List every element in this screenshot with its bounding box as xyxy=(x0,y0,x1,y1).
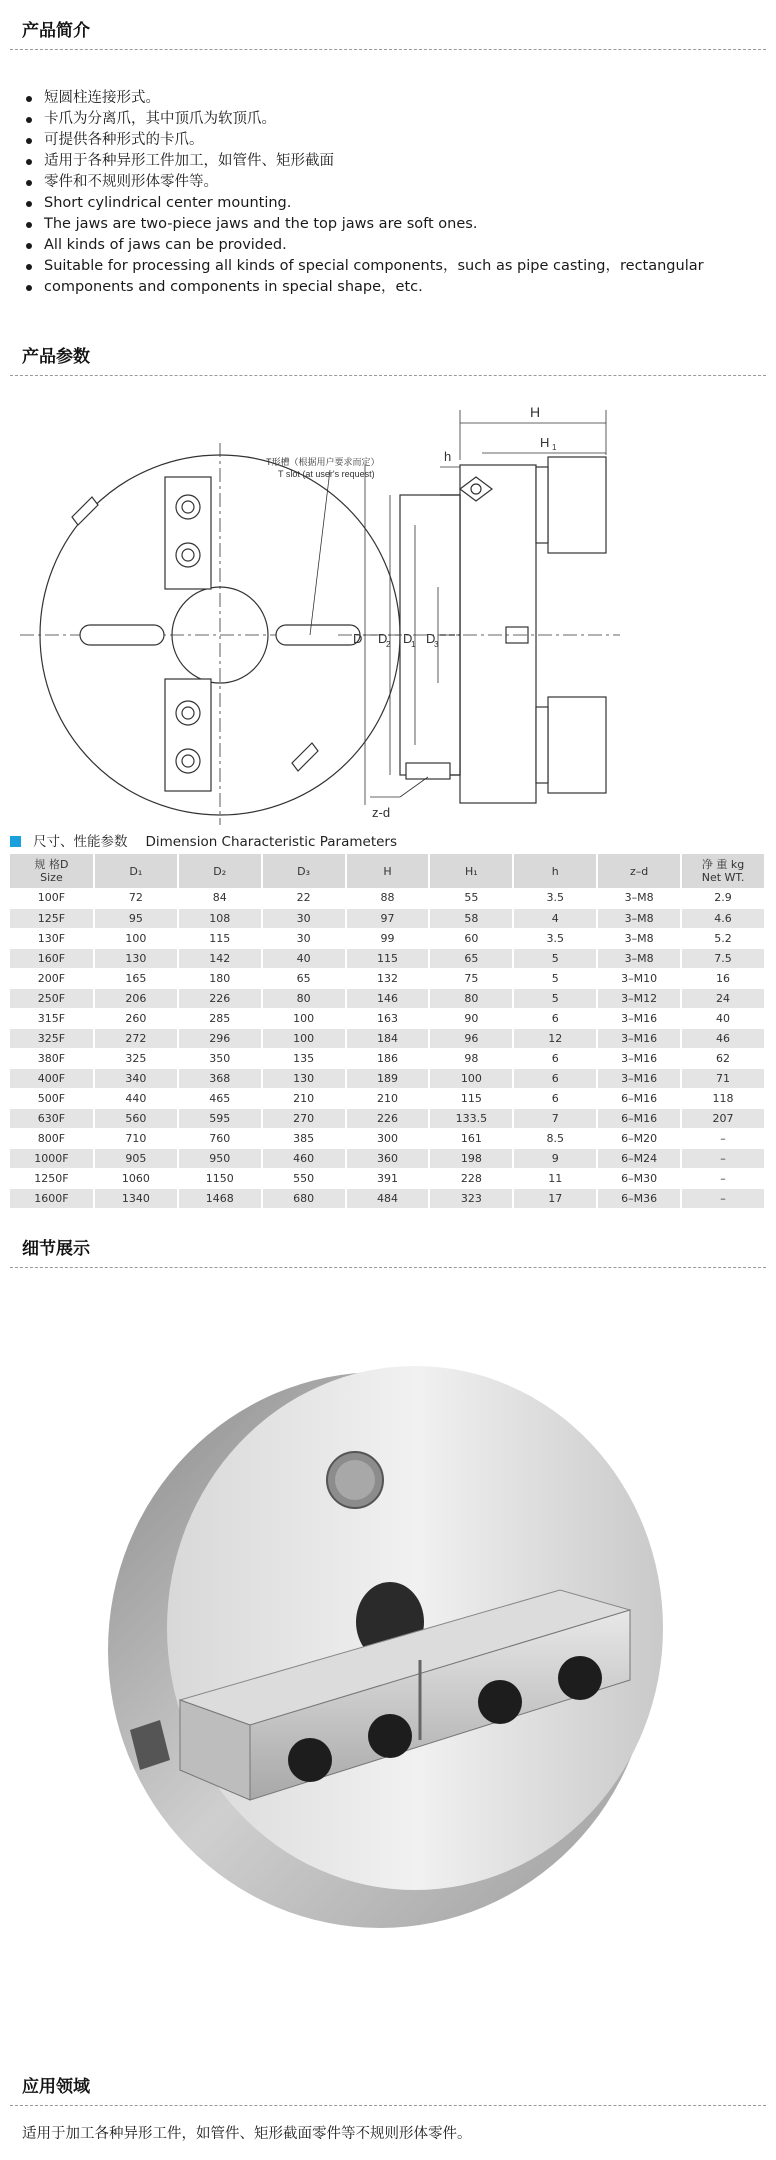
table-row xyxy=(10,1188,765,1208)
table-cell: 1060 xyxy=(94,1168,178,1188)
table-cell: 360 xyxy=(346,1148,430,1168)
table-row xyxy=(10,1008,765,1028)
intro-bullet: 短圆柱连接形式。 xyxy=(20,88,760,109)
table-cell: 400F xyxy=(10,1068,94,1088)
table-cell: 380F xyxy=(10,1048,94,1068)
header-d1: D₁ xyxy=(94,854,178,888)
table-cell: 460 xyxy=(262,1148,346,1168)
table-cell: 40 xyxy=(681,1008,765,1028)
intro-bullet-continued: components and components in special shape，etc. xyxy=(20,277,760,298)
table-cell: 300 xyxy=(346,1128,430,1148)
table-cell: 6 xyxy=(513,1068,597,1088)
table-cell: 6–M16 xyxy=(597,1088,681,1108)
table-cell: 6 xyxy=(513,1088,597,1108)
intro-bullet: 卡爪为分离爪，其中顶爪为软顶爪。 xyxy=(20,109,760,130)
table-cell: 115 xyxy=(346,948,430,968)
table-cell: 84 xyxy=(178,888,262,908)
table-row xyxy=(10,968,765,988)
svg-text:1: 1 xyxy=(411,640,416,649)
table-cell: 340 xyxy=(94,1068,178,1088)
section-header-application xyxy=(10,2066,766,2106)
table-cell: 146 xyxy=(346,988,430,1008)
table-cell: 3–M8 xyxy=(597,888,681,908)
table-cell: 30 xyxy=(262,908,346,928)
table-row xyxy=(10,1108,765,1128)
table-cell: 1000F xyxy=(10,1148,94,1168)
table-header-row xyxy=(10,854,765,888)
table-cell: 16 xyxy=(681,968,765,988)
dim-label-D2: D xyxy=(378,631,388,646)
table-cell: 163 xyxy=(346,1008,430,1028)
table-cell: 210 xyxy=(346,1088,430,1108)
section-title-application: 应用领域 xyxy=(22,2077,90,2097)
table-cell: 484 xyxy=(346,1188,430,1208)
table-cell: 440 xyxy=(94,1088,178,1108)
table-cell: 184 xyxy=(346,1028,430,1048)
table-cell: 680 xyxy=(262,1188,346,1208)
table-cell: 3–M16 xyxy=(597,1068,681,1088)
header-size: 规 格D Size xyxy=(10,854,94,888)
table-cell: 100 xyxy=(262,1008,346,1028)
svg-text:1: 1 xyxy=(552,443,557,452)
table-cell: – xyxy=(681,1168,765,1188)
table-cell: 160F xyxy=(10,948,94,968)
table-cell: 3–M12 xyxy=(597,988,681,1008)
table-cell: 296 xyxy=(178,1028,262,1048)
table-cell: 206 xyxy=(94,988,178,1008)
table-cell: 325F xyxy=(10,1028,94,1048)
jaw-hole xyxy=(478,1680,522,1724)
dim-label-D1: D xyxy=(403,631,413,646)
table-row xyxy=(10,928,765,948)
table-cell: 250F xyxy=(10,988,94,1008)
jaw-top xyxy=(165,477,211,589)
table-cell: 133.5 xyxy=(429,1108,513,1128)
section-title-params: 产品参数 xyxy=(22,347,90,367)
table-row xyxy=(10,988,765,1008)
jaw-hole xyxy=(558,1656,602,1700)
table-cell: 3–M16 xyxy=(597,1008,681,1028)
table-row xyxy=(10,1128,765,1148)
table-cell: 12 xyxy=(513,1028,597,1048)
intro-bullet: The jaws are two-piece jaws and the top jaws are soft ones. xyxy=(20,214,760,235)
table-cell: 1250F xyxy=(10,1168,94,1188)
table-cell: 315F xyxy=(10,1008,94,1028)
table-cell: 950 xyxy=(178,1148,262,1168)
table-cell: 6–M30 xyxy=(597,1168,681,1188)
table-cell: 130F xyxy=(10,928,94,948)
table-row xyxy=(10,1068,765,1088)
header-weight: 净 重 kg Net WT. xyxy=(681,854,765,888)
param-title-cn: 尺寸、性能参数 xyxy=(33,834,128,850)
application-text: 适用于加工各种异形工件，如管件、矩形截面零件等不规则形体零件。 xyxy=(22,2126,472,2142)
table-row xyxy=(10,908,765,928)
table-cell: 905 xyxy=(94,1148,178,1168)
header-zd: z–d xyxy=(597,854,681,888)
table-cell: 115 xyxy=(429,1088,513,1108)
intro-list xyxy=(20,88,760,298)
svg-text:3: 3 xyxy=(434,640,439,649)
table-cell: 285 xyxy=(178,1008,262,1028)
table-cell: 198 xyxy=(429,1148,513,1168)
table-cell: 96 xyxy=(429,1028,513,1048)
table-cell: 560 xyxy=(94,1108,178,1128)
table-row xyxy=(10,1148,765,1168)
dim-label-zd: z-d xyxy=(372,805,391,820)
table-cell: 226 xyxy=(346,1108,430,1128)
table-cell: – xyxy=(681,1148,765,1168)
table-cell: 7.5 xyxy=(681,948,765,968)
table-cell: 100F xyxy=(10,888,94,908)
table-cell: 65 xyxy=(262,968,346,988)
table-cell: 465 xyxy=(178,1088,262,1108)
table-cell: 130 xyxy=(262,1068,346,1088)
mounting-bolt xyxy=(406,763,450,779)
table-cell: 115 xyxy=(178,928,262,948)
tslot-label-en: T slot (at user's request) xyxy=(278,469,375,479)
table-cell: 323 xyxy=(429,1188,513,1208)
table-cell: 30 xyxy=(262,928,346,948)
intro-bullet: 零件和不规则形体零件等。 xyxy=(20,172,760,193)
table-cell: 65 xyxy=(429,948,513,968)
table-cell: 210 xyxy=(262,1088,346,1108)
table-cell: 207 xyxy=(681,1108,765,1128)
header-d2: D₂ xyxy=(178,854,262,888)
table-cell: 186 xyxy=(346,1048,430,1068)
table-cell: 368 xyxy=(178,1068,262,1088)
header-h1: H₁ xyxy=(429,854,513,888)
table-cell: 100 xyxy=(262,1028,346,1048)
table-cell: 132 xyxy=(346,968,430,988)
jaw-hole xyxy=(288,1738,332,1782)
table-cell: 325 xyxy=(94,1048,178,1068)
title-marker-icon xyxy=(10,836,21,847)
table-cell: 5 xyxy=(513,988,597,1008)
table-cell: 3–M16 xyxy=(597,1048,681,1068)
table-row xyxy=(10,888,765,908)
section-title-details: 细节展示 xyxy=(22,1239,90,1259)
table-cell: 3–M8 xyxy=(597,908,681,928)
product-photo xyxy=(90,1360,700,1950)
table-cell: 1150 xyxy=(178,1168,262,1188)
table-cell: 58 xyxy=(429,908,513,928)
table-cell: 60 xyxy=(429,928,513,948)
table-row xyxy=(10,1028,765,1048)
table-cell: 226 xyxy=(178,988,262,1008)
table-cell: 228 xyxy=(429,1168,513,1188)
header-d3: D₃ xyxy=(262,854,346,888)
table-cell: 11 xyxy=(513,1168,597,1188)
table-cell: 95 xyxy=(94,908,178,928)
table-cell: 98 xyxy=(429,1048,513,1068)
parameter-table xyxy=(10,854,766,1209)
section-title-intro: 产品简介 xyxy=(22,21,90,41)
table-cell: 99 xyxy=(346,928,430,948)
table-cell: 100 xyxy=(429,1068,513,1088)
table-cell: 40 xyxy=(262,948,346,968)
table-cell: 130 xyxy=(94,948,178,968)
table-cell: 385 xyxy=(262,1128,346,1148)
table-cell: 108 xyxy=(178,908,262,928)
table-cell: 75 xyxy=(429,968,513,988)
table-cell: 46 xyxy=(681,1028,765,1048)
tslot-label-cn: T形槽（根据用户要求而定） xyxy=(266,457,380,467)
table-row xyxy=(10,948,765,968)
section-header-details xyxy=(10,1228,766,1268)
table-cell: 6–M24 xyxy=(597,1148,681,1168)
table-cell: 3–M16 xyxy=(597,1028,681,1048)
intro-bullet: Short cylindrical center mounting. xyxy=(20,193,760,214)
table-cell: 9 xyxy=(513,1148,597,1168)
table-cell: 88 xyxy=(346,888,430,908)
table-cell: 500F xyxy=(10,1088,94,1108)
table-cell: 350 xyxy=(178,1048,262,1068)
table-cell: 4.6 xyxy=(681,908,765,928)
table-cell: 1340 xyxy=(94,1188,178,1208)
table-cell: 90 xyxy=(429,1008,513,1028)
table-cell: – xyxy=(681,1188,765,1208)
table-cell: 800F xyxy=(10,1128,94,1148)
table-cell: – xyxy=(681,1128,765,1148)
table-cell: 17 xyxy=(513,1188,597,1208)
side-jaw-top xyxy=(548,457,606,553)
table-cell: 6–M36 xyxy=(597,1188,681,1208)
table-cell: 189 xyxy=(346,1068,430,1088)
intro-bullet: 适用于各种异形工件加工，如管件、矩形截面 xyxy=(20,151,760,172)
table-cell: 5 xyxy=(513,948,597,968)
table-cell: 135 xyxy=(262,1048,346,1068)
table-cell: 550 xyxy=(262,1168,346,1188)
technical-drawing xyxy=(20,395,760,825)
table-cell: 3–M8 xyxy=(597,948,681,968)
table-cell: 80 xyxy=(262,988,346,1008)
table-cell: 391 xyxy=(346,1168,430,1188)
table-cell: 3.5 xyxy=(513,888,597,908)
table-cell: 6–M20 xyxy=(597,1128,681,1148)
intro-bullet: 可提供各种形式的卡爪。 xyxy=(20,130,760,151)
table-cell: 5 xyxy=(513,968,597,988)
side-jaw-bottom xyxy=(548,697,606,793)
table-cell: 595 xyxy=(178,1108,262,1128)
table-cell: 200F xyxy=(10,968,94,988)
table-cell: 710 xyxy=(94,1128,178,1148)
table-cell: 3–M8 xyxy=(597,928,681,948)
intro-bullet: Suitable for processing all kinds of special components，such as pipe casting，rectangular xyxy=(20,256,760,277)
table-row xyxy=(10,1048,765,1068)
param-title-en: Dimension Characteristic Parameters xyxy=(145,834,398,850)
jaw-bottom xyxy=(165,679,211,791)
table-cell: 97 xyxy=(346,908,430,928)
table-cell: 260 xyxy=(94,1008,178,1028)
table-row xyxy=(10,1088,765,1108)
section-header-params xyxy=(10,336,766,376)
section-header-intro xyxy=(10,10,766,50)
param-table-title xyxy=(10,830,397,850)
table-cell: 630F xyxy=(10,1108,94,1128)
table-cell: 125F xyxy=(10,908,94,928)
table-cell: 5.2 xyxy=(681,928,765,948)
table-cell: 72 xyxy=(94,888,178,908)
table-cell: 24 xyxy=(681,988,765,1008)
table-cell: 142 xyxy=(178,948,262,968)
table-row xyxy=(10,1168,765,1188)
intro-bullet: All kinds of jaws can be provided. xyxy=(20,235,760,256)
table-cell: 4 xyxy=(513,908,597,928)
table-cell: 8.5 xyxy=(513,1128,597,1148)
svg-text:2: 2 xyxy=(386,640,391,649)
jaw-hole xyxy=(368,1714,412,1758)
table-cell: 760 xyxy=(178,1128,262,1148)
dim-label-D: D xyxy=(353,631,363,646)
table-cell: 7 xyxy=(513,1108,597,1128)
table-cell: 3–M10 xyxy=(597,968,681,988)
table-cell: 62 xyxy=(681,1048,765,1068)
table-cell: 165 xyxy=(94,968,178,988)
dim-label-D3: D xyxy=(426,631,436,646)
dim-label-H: H xyxy=(530,404,541,420)
header-h: h xyxy=(513,854,597,888)
table-cell: 6–M16 xyxy=(597,1108,681,1128)
table-cell: 272 xyxy=(94,1028,178,1048)
header-h-cap: H xyxy=(346,854,430,888)
table-cell: 100 xyxy=(94,928,178,948)
table-cell: 1600F xyxy=(10,1188,94,1208)
table-cell: 118 xyxy=(681,1088,765,1108)
table-cell: 6 xyxy=(513,1008,597,1028)
table-cell: 270 xyxy=(262,1108,346,1128)
table-cell: 180 xyxy=(178,968,262,988)
table-cell: 80 xyxy=(429,988,513,1008)
table-cell: 6 xyxy=(513,1048,597,1068)
table-cell: 1468 xyxy=(178,1188,262,1208)
table-cell: 55 xyxy=(429,888,513,908)
dim-label-H1: H xyxy=(540,435,550,450)
dim-label-h: h xyxy=(444,449,452,464)
table-cell: 71 xyxy=(681,1068,765,1088)
table-cell: 161 xyxy=(429,1128,513,1148)
table-cell: 22 xyxy=(262,888,346,908)
table-cell: 3.5 xyxy=(513,928,597,948)
table-cell: 2.9 xyxy=(681,888,765,908)
